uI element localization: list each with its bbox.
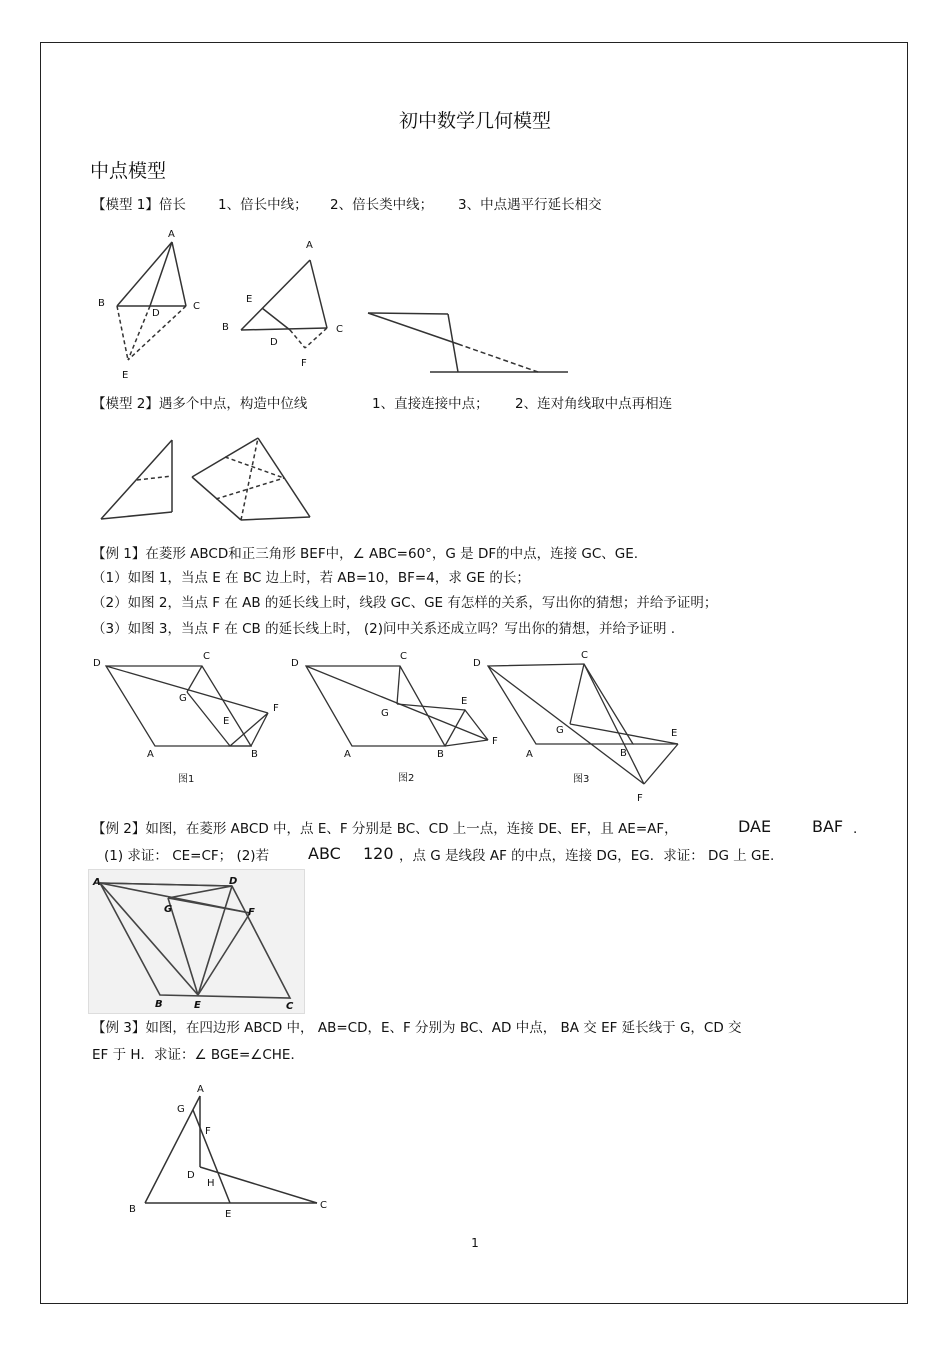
doc-title: 初中数学几何模型	[398, 110, 551, 132]
label-d: D	[291, 658, 299, 669]
model1-item-3: 3、中点遇平行延长相交	[458, 197, 602, 213]
model1-item-2: 2、倍长类中线；	[330, 197, 434, 213]
label-e: E	[223, 716, 230, 727]
label-h: H	[207, 1178, 215, 1189]
label-b: B	[155, 999, 163, 1010]
label-e: E	[671, 728, 678, 739]
model2-item-2: 2、连对角线取中点再相连	[515, 396, 673, 412]
label-c: C	[203, 651, 210, 662]
figure-parallel-extend	[368, 313, 568, 372]
caption-fig2: 图2	[398, 773, 415, 784]
caption-fig1: 图1	[178, 774, 195, 785]
label-c: C	[320, 1200, 327, 1211]
label-d: D	[229, 876, 238, 887]
label-b: B	[129, 1204, 136, 1215]
label-f: F	[248, 907, 255, 918]
model1-label: 【模型 1】倍长	[92, 197, 186, 213]
label-f: F	[205, 1126, 211, 1137]
ex2-figure	[0, 865, 950, 1015]
ex2-angle-baf: BAF	[812, 817, 844, 836]
ex1-q1: （1）如图 1，当点 E 在 BC 边上时，若 AB=10，BF=4，求 GE 的长；	[92, 570, 530, 586]
label-e: E	[122, 370, 129, 381]
label-a: A	[197, 1084, 204, 1095]
ex1-stem: 【例 1】在菱形 ABCD和正三角形 BEF中，∠ ABC=60°，G 是 DF的中点，连接 GC、GE.	[92, 546, 639, 562]
label-d: D	[152, 308, 160, 319]
label-b: B	[251, 749, 258, 760]
ex2-value-120: 120	[363, 844, 394, 863]
label-f: F	[637, 793, 643, 804]
page-number: 1	[471, 1236, 479, 1250]
label-a: A	[344, 749, 351, 760]
label-c: C	[336, 324, 343, 335]
ex1-figures	[0, 645, 950, 805]
label-g: G	[381, 708, 389, 719]
label-d: D	[187, 1170, 195, 1181]
label-f: F	[301, 358, 307, 369]
label-f: F	[492, 736, 498, 747]
model2-item-1: 1、直接连接中点；	[372, 396, 489, 412]
label-b: B	[222, 322, 229, 333]
label-c: C	[581, 650, 588, 661]
label-e: E	[194, 1000, 201, 1011]
label-e: E	[461, 696, 468, 707]
label-c: C	[193, 301, 200, 312]
model1-item-1: 1、倍长中线；	[218, 197, 308, 213]
ex2-line1: 【例 2】如图，在菱形 ABCD 中，点 E、F 分别是 BC、CD 上一点，连接 DE、EF，且 AE=AF，	[92, 821, 678, 837]
model2-figures	[0, 430, 950, 530]
label-e: E	[225, 1209, 232, 1220]
label-d: D	[270, 337, 278, 348]
model2-label: 【模型 2】遇多个中点，构造中位线	[92, 396, 308, 412]
label-g: G	[179, 693, 187, 704]
label-b: B	[620, 748, 627, 759]
ex3-line1: 【例 3】如图，在四边形 ABCD 中， AB=CD，E、F 分别为 BC、AD 中点， BA 交 EF 延长线于 G，CD 交	[92, 1020, 742, 1036]
ex1-q2: （2）如图 2，当点 F 在 AB 的延长线上时，线段 GC、GE 有怎样的关系，写出你的猜想；并给予证明；	[92, 595, 718, 611]
ex3-line2: EF 于 H．求证：∠ BGE=∠CHE．	[92, 1047, 304, 1063]
label-b: B	[98, 298, 105, 309]
ex2-line2-a: (1) 求证： CE=CF； (2)若	[104, 848, 270, 864]
section-heading: 中点模型	[90, 160, 167, 182]
label-c: C	[400, 651, 407, 662]
caption-fig3: 图3	[573, 774, 590, 785]
label-c: C	[286, 1001, 294, 1012]
figure-median-double	[117, 242, 186, 360]
ex3-figure	[0, 1080, 950, 1220]
label-a: A	[147, 749, 154, 760]
ex1-q3: （3）如图 3，当点 F 在 CB 的延长线上时， (2)问中关系还成立吗？写出你的猜想，并给予证明 .	[92, 621, 676, 637]
label-a: A	[93, 877, 101, 888]
label-a: A	[306, 240, 313, 251]
model1-figures	[0, 220, 950, 420]
ex2-angle-dae: DAE	[738, 817, 772, 836]
label-g: G	[177, 1104, 185, 1115]
label-a: A	[526, 749, 533, 760]
figure-similar-median	[241, 260, 327, 348]
label-g: G	[556, 725, 564, 736]
label-d: D	[93, 658, 101, 669]
label-g: G	[164, 904, 173, 915]
label-f: F	[273, 703, 279, 714]
ex2-line1-end: .	[853, 821, 858, 837]
label-e: E	[246, 294, 253, 305]
ex2-line2-b: ，点 G 是线段 AF 的中点，连接 DG，EG．求证： DG 上 GE.	[399, 848, 775, 864]
label-d: D	[473, 658, 481, 669]
label-b: B	[437, 749, 444, 760]
label-a: A	[168, 229, 175, 240]
ex2-angle-abc: ABC	[308, 844, 341, 863]
